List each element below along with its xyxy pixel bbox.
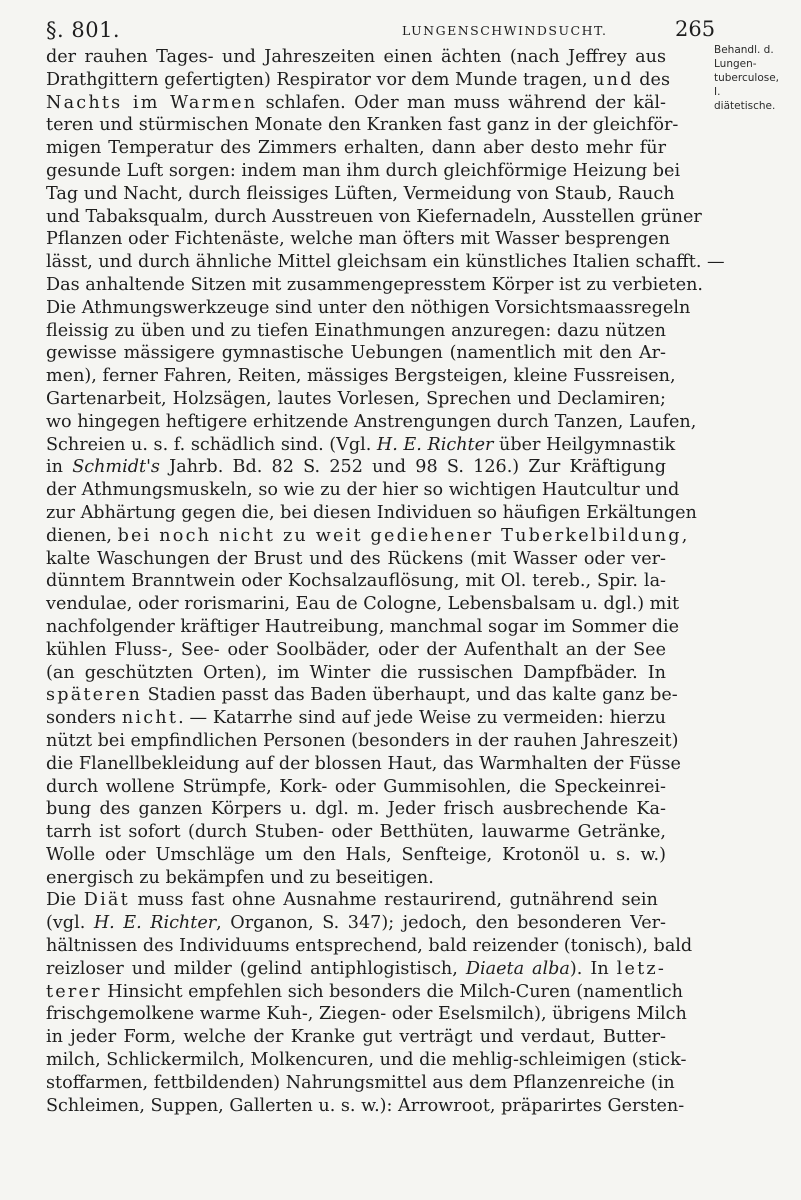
text-line [46, 297, 691, 320]
text-segment: nachfolgender kräftiger Hautreibung, manchmal sogar im Sommer die [46, 616, 680, 637]
text-line [46, 274, 704, 297]
text-spaced: Diät [83, 890, 130, 911]
text-line [46, 616, 680, 639]
text-line [46, 525, 690, 548]
text-spaced: bei noch nicht zu weit gediehener Tuberkelbildung, [117, 525, 690, 546]
text-segment: stoffarmen, fettbildenden) Nahrungsmittel aus dem Pflanzenreiche (in [46, 1072, 675, 1093]
text-line [46, 753, 681, 776]
text-segment: dünntem Branntwein oder Kochsalzauflösung, mit Ol. tereb., Spir. la- [46, 571, 666, 592]
text-segment: über Heilgymnastik [493, 434, 676, 455]
text-line [46, 342, 666, 365]
text-spaced: späteren [46, 685, 143, 706]
text-line [46, 479, 680, 502]
text-segment: , Organon, S. 347); jedoch, den besonderen Ver- [216, 913, 666, 934]
text-italic: H. E. Richter [376, 434, 494, 455]
text-line [46, 981, 683, 1004]
text-line [46, 593, 680, 616]
text-italic: H. E. Richter [93, 913, 217, 934]
text-segment: bung des ganzen Körpers u. dgl. m. Jeder frisch ausbrechende Ka- [46, 799, 666, 820]
text-segment: men), ferner Fahren, Reiten, mässiges Bergsteigen, kleine Fussreisen, [46, 366, 676, 387]
text-line [46, 228, 670, 251]
text-line [46, 365, 676, 388]
text-segment: Tag und Nacht, durch fleissiges Lüften, Vermeidung von Staub, Rauch [46, 183, 675, 204]
running-head: LUNGENSCHWINDSUCHT. [402, 23, 608, 38]
text-spaced: Nachts im Warmen [46, 92, 258, 113]
text-segment: vendulae, oder rorismarini, Eau de Cologne, Lebensbalsam u. dgl.) mit [46, 594, 680, 615]
text-line [46, 183, 675, 206]
text-segment: lässt, und durch ähnliche Mittel gleichsam ein künstliches Italien schafft. — [46, 252, 725, 273]
text-segment: frischgemolkene warme Kuh-, Ziegen- oder Eselsmilch), übrigens Milch [46, 1004, 687, 1025]
text-segment: schlafen. Oder man muss während der käl- [257, 92, 666, 113]
text-line [46, 958, 666, 981]
text-segment: der rauhen Tages- und Jahreszeiten einen ächten (nach Jeffrey aus [46, 47, 666, 67]
body-text [46, 46, 725, 1117]
text-segment: tarrh ist sofort (durch Stuben- oder Betthüten, lauwarme Getränke, [46, 822, 666, 843]
text-line [46, 912, 666, 935]
text-segment: fleissig zu üben und zu tiefen Einathmungen anzuregen: dazu nützen [46, 320, 666, 341]
text-segment: die Flanellbekleidung auf der blossen Haut, das Warmhalten der Füsse [46, 753, 681, 774]
text-segment: migen Temperatur des Zimmers erhalten, dann aber desto mehr für [46, 138, 666, 159]
text-spaced: letz- [616, 958, 666, 979]
text-segment: dienen, [46, 525, 118, 546]
text-line [46, 69, 670, 92]
text-line [46, 388, 666, 411]
text-line [46, 639, 666, 662]
text-segment: milch, Schlickermilch, Molkencuren, und die mehlig-schleimigen (stick- [46, 1050, 687, 1071]
text-segment: Jahrb. Bd. 82 S. 252 und 98 S. 126.) Zur Kräftigung [159, 457, 666, 478]
text-line [46, 1072, 675, 1095]
text-line [46, 137, 666, 160]
text-segment: Drathgittern gefertigten) Respirator vor dem Munde tragen, [46, 69, 594, 90]
text-segment: energisch zu bekämpfen und zu beseitigen. [46, 867, 434, 888]
page-header [46, 14, 762, 40]
text-spaced: terer [46, 981, 102, 1002]
text-italic: Schmidt's [72, 457, 160, 478]
text-spaced: und [593, 69, 634, 90]
text-segment: Das anhaltende Sitzen mit zusammengepresstem Körper ist zu verbieten. [46, 274, 704, 295]
text-segment: muss fast ohne Ausnahme restaurirend, gutnährend sein [129, 890, 658, 911]
text-segment: Schreien u. s. f. schädlich sind. (Vgl. [46, 434, 377, 455]
text-line [46, 798, 666, 821]
margin-note-line: tuberculose, [714, 72, 780, 84]
text-segment: kalte Waschungen der Brust und des Rückens (mit Wasser oder ver- [46, 548, 666, 569]
text-segment: ). In [569, 958, 617, 979]
text-line [46, 935, 693, 958]
text-line [46, 662, 666, 685]
text-segment: gesunde Luft sorgen: indem man ihm durch gleichförmige Heizung bei [46, 160, 681, 181]
text-line [46, 1095, 685, 1118]
margin-note-line: I. [714, 86, 721, 98]
page-number: 265 [675, 17, 716, 41]
text-line [46, 844, 666, 867]
text-line [46, 1026, 666, 1049]
text-line [46, 684, 678, 707]
text-segment: . — Katarrhe sind auf jede Weise zu vermeiden: hierzu [178, 708, 666, 729]
text-segment: Die [46, 890, 84, 911]
text-segment: wo hingegen heftigere erhitzende Anstrengungen durch Tanzen, Laufen, [46, 411, 697, 432]
text-line [46, 114, 679, 137]
text-spaced: nicht [121, 708, 179, 729]
text-segment: Stadien passt das Baden überhaupt, und das kalte ganz be- [142, 685, 678, 706]
text-segment: der Athmungsmuskeln, so wie zu der hier so wichtigen Hautcultur und [46, 480, 680, 501]
text-segment: in [46, 457, 73, 478]
text-segment: Gartenarbeit, Holzsägen, lautes Vorlesen, Sprechen und Declamiren; [46, 388, 666, 409]
text-line [46, 707, 666, 730]
text-segment: reizloser und milder (gelind antiphlogistisch, [46, 958, 466, 979]
text-segment: (an geschützten Orten), im Winter die russischen Dampfbäder. In [46, 662, 666, 683]
text-italic: Diaeta alba [465, 958, 570, 979]
text-line [46, 320, 666, 343]
text-segment: Pflanzen oder Fichtenäste, welche man öfters mit Wasser besprengen [46, 229, 670, 250]
text-segment: hältnissen des Individuums entsprechend, bald reizender (tonisch), bald [46, 936, 693, 957]
text-line [46, 548, 666, 571]
text-line [46, 206, 702, 229]
text-segment: kühlen Fluss-, See- oder Soolbäder, oder der Aufenthalt an der See [46, 639, 666, 660]
text-line [46, 570, 666, 593]
text-segment: Die Athmungswerkzeuge sind unter den nöthigen Vorsichtsmaassregeln [46, 297, 691, 318]
text-line [46, 46, 666, 69]
text-segment: teren und stürmischen Monate den Kranken fast ganz in der gleichför- [46, 115, 679, 136]
text-segment: und Tabaksqualm, durch Ausstreuen von Kiefernadeln, Ausstellen grüner [46, 206, 702, 227]
section-number: §. 801. [46, 18, 121, 42]
text-line [46, 889, 666, 912]
text-line [46, 1049, 687, 1072]
text-line [46, 776, 666, 799]
text-line [46, 1003, 687, 1026]
text-line [46, 456, 666, 479]
text-line [46, 434, 676, 457]
text-segment: Schleimen, Suppen, Gallerten u. s. w.): Arrowroot, präparirtes Gersten- [46, 1095, 685, 1116]
text-segment: durch wollene Strümpfe, Kork- oder Gummisohlen, die Speckeinrei- [46, 776, 666, 797]
margin-note-line: diätetische. [714, 100, 776, 112]
margin-note-line: Lungen- [714, 58, 757, 70]
text-segment: Wolle oder Umschläge um den Hals, Senfteige, Krotonöl u. s. w.) [46, 844, 666, 865]
text-segment: Hinsicht empfehlen sich besonders die Milch-Curen (namentlich [101, 981, 683, 1002]
text-line [46, 821, 666, 844]
text-segment: gewisse mässigere gymnastische Uebungen (namentlich mit den Ar- [46, 343, 666, 364]
text-segment: zur Abhärtung gegen die, bei diesen Individuen so häufigen Erkältungen [46, 502, 697, 523]
text-segment: (vgl. [46, 913, 94, 934]
text-segment: nützt bei empfindlichen Personen (besonders in der rauhen Jahreszeit) [46, 730, 679, 751]
text-line [46, 730, 679, 753]
text-segment: in jeder Form, welche der Kranke gut verträgt und verdaut, Butter- [46, 1027, 666, 1048]
text-segment: des [633, 69, 670, 90]
text-line [46, 160, 681, 183]
text-line [46, 411, 697, 434]
text-segment: sonders [46, 708, 122, 729]
margin-note-line: Behandl. d. [714, 44, 774, 56]
text-line [46, 251, 725, 274]
text-line [46, 502, 697, 525]
text-line [46, 92, 666, 115]
text-line [46, 867, 666, 890]
